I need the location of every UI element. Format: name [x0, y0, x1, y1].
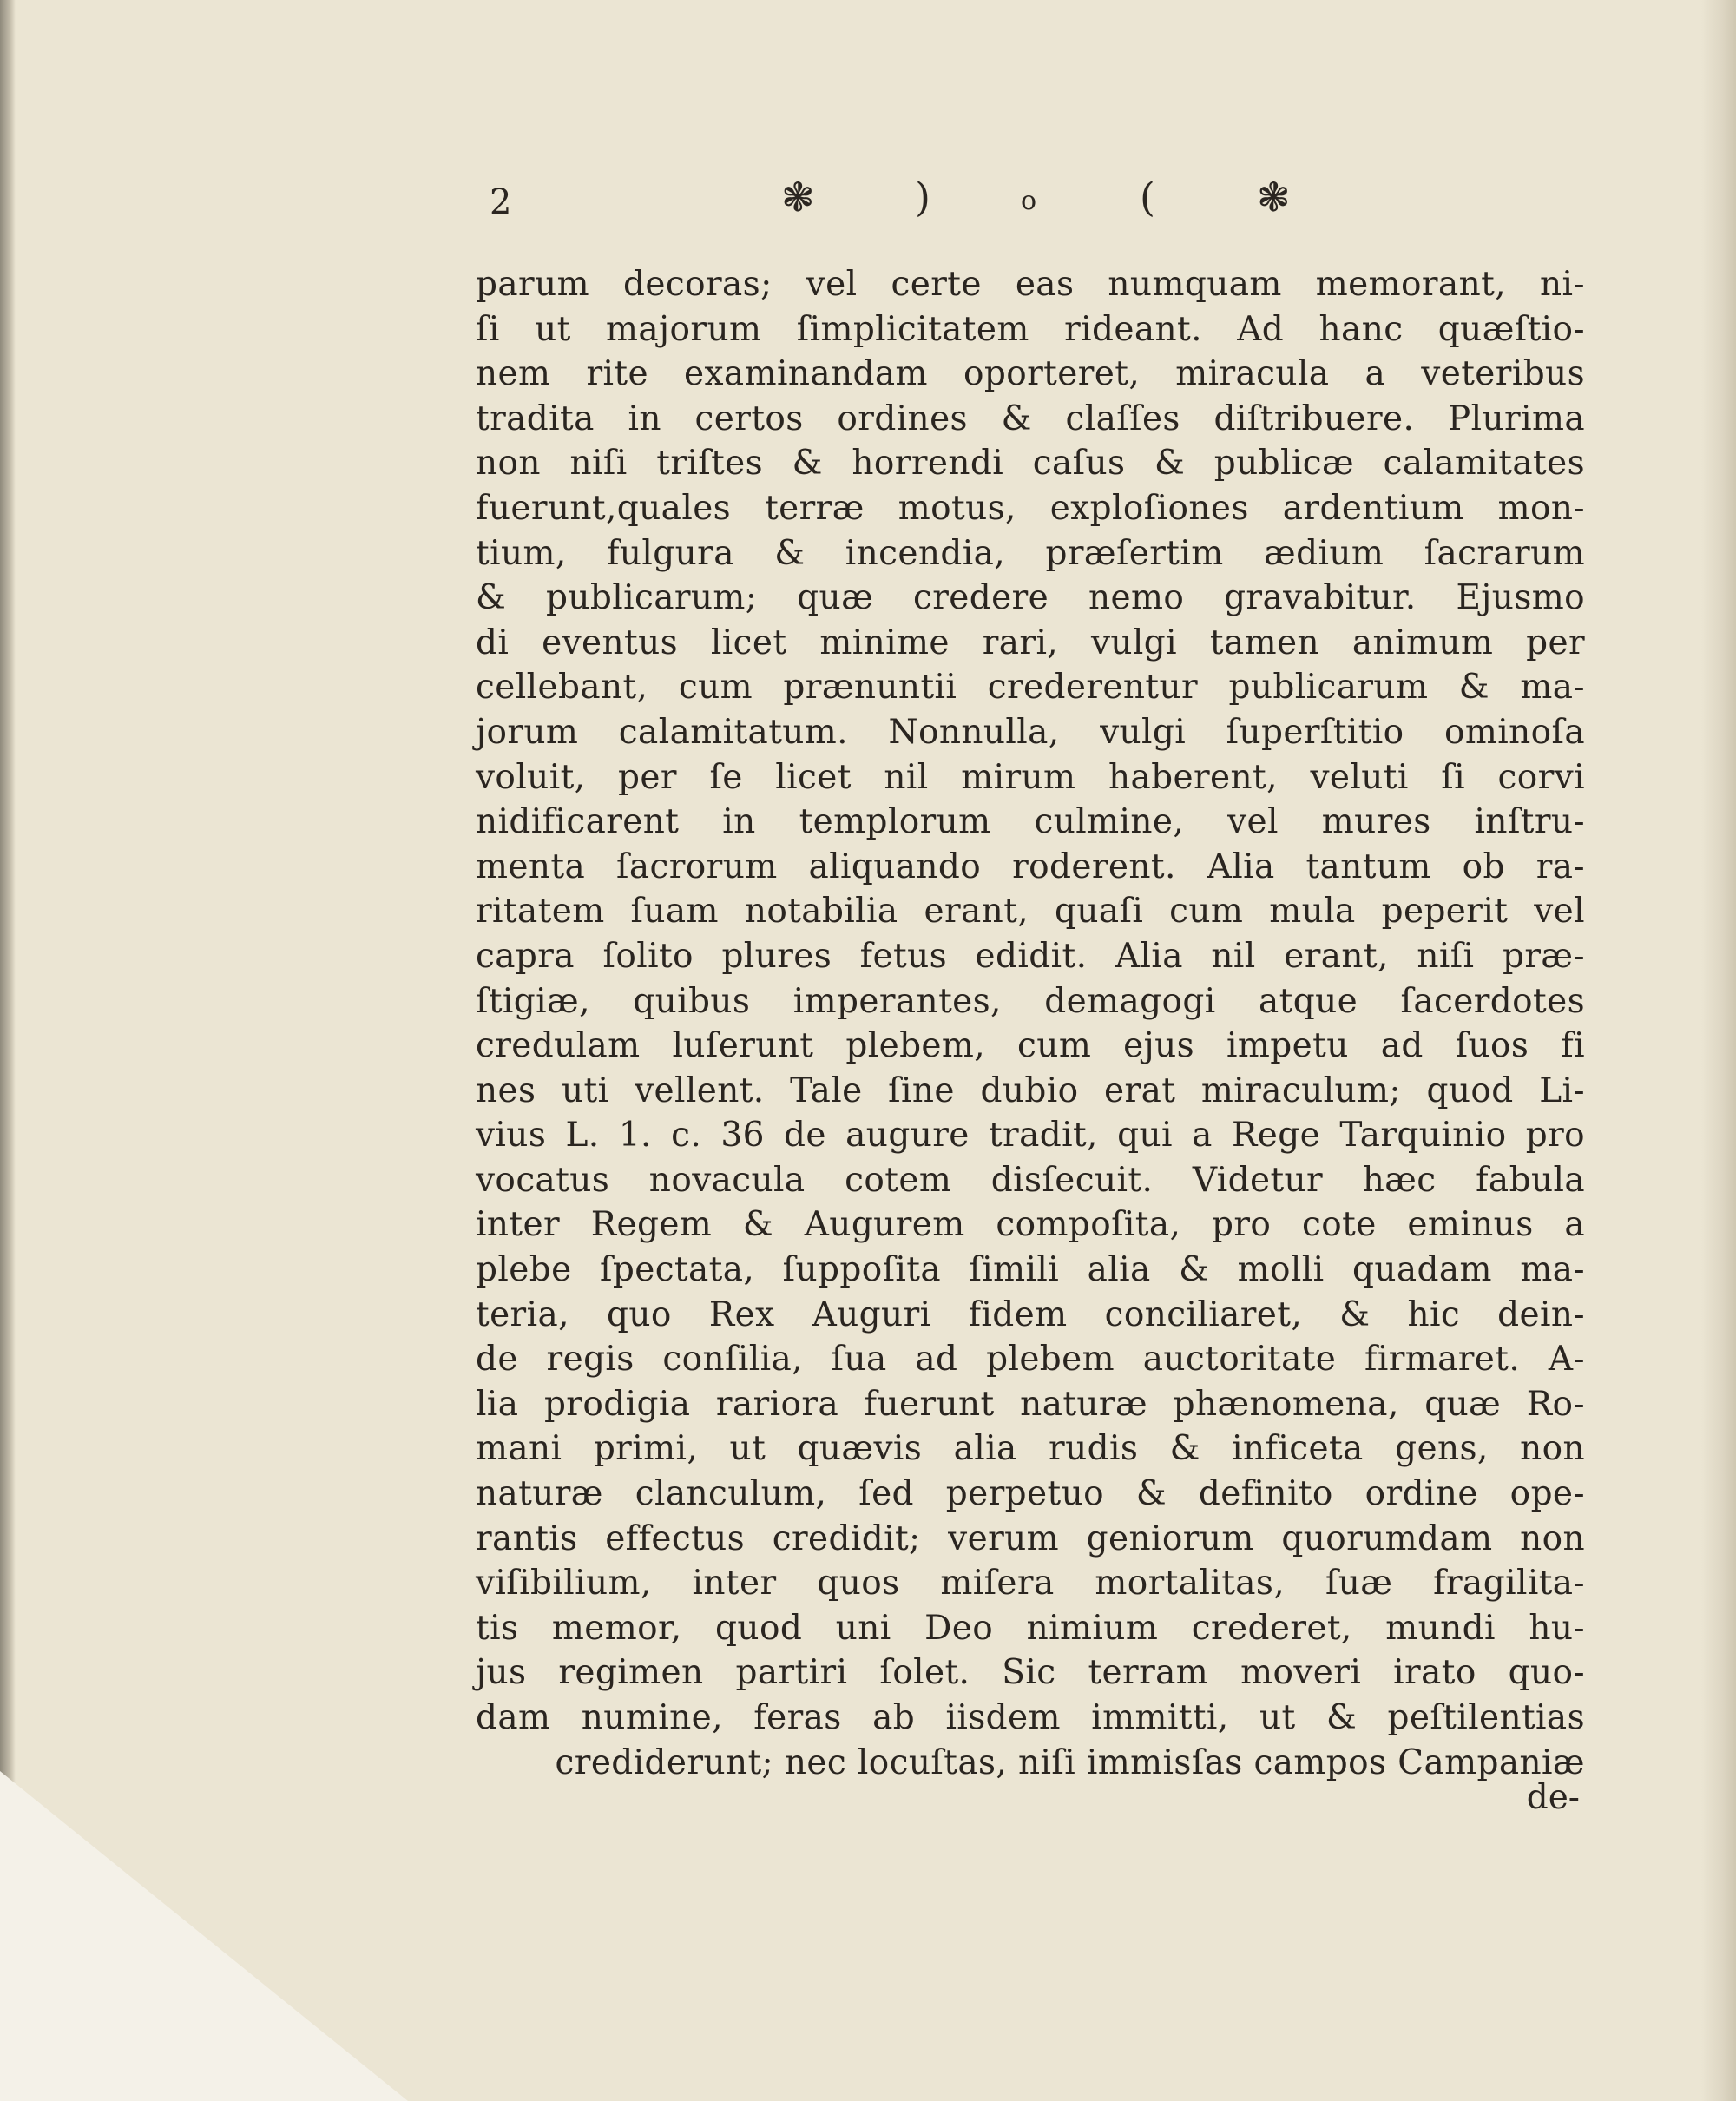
body-text — [476, 262, 1585, 1785]
running-header — [476, 174, 1344, 234]
text-line: tis memor, quod uni Deo nimium crederet, mundi hu- — [476, 1608, 1585, 1648]
header-circle: o — [1021, 186, 1037, 216]
text-line: parum decoras; vel certe eas numquam memorant, ni- — [476, 265, 1585, 304]
text-line: nes uti vellent. Tale ſine dubio erat miraculum; quod Li- — [476, 1070, 1585, 1110]
text-line: crediderunt; nec locuſtas, niſi immisſas campos Campaniæ — [555, 1742, 1585, 1782]
text-line: credulam luſerunt plebem, cum ejus impetu ad ſuos fi — [476, 1026, 1585, 1066]
text-line: lia prodigia rariora fuerunt naturæ phænomena, quæ Ro- — [476, 1384, 1585, 1424]
text-line: rantis effectus credidit; verum geniorum quorumdam non — [476, 1518, 1585, 1558]
text-line: jorum calamitatum. Nonnulla, vulgi ſuperſtitio ominoſa — [476, 712, 1585, 752]
text-line: nidificarent in templorum culmine, vel mures inſtru- — [476, 802, 1585, 842]
page-number: 2 — [490, 182, 512, 222]
text-line: de regis conſilia, ſua ad plebem auctoritate firmaret. A- — [476, 1340, 1585, 1380]
ornament-right-icon: ❃ — [1257, 174, 1291, 221]
text-line: nem rite examinandam oporteret, miracula a veteribus — [476, 354, 1585, 394]
page-right-edge — [1701, 0, 1736, 2101]
text-line: teria, quo Rex Auguri fidem conciliaret, & hic dein- — [476, 1294, 1585, 1334]
text-line: naturæ clanculum, ſed perpetuo & definito ordine ope- — [476, 1474, 1585, 1514]
header-paren-right: ( — [1140, 174, 1155, 221]
text-line: tradita in certos ordines & claſſes diſtribuere. Plurima — [476, 398, 1585, 438]
text-line: vius L. 1. c. 36 de augure tradit, qui a Rege Tarquinio pro — [476, 1116, 1585, 1156]
text-line: & publicarum; quæ credere nemo gravabitur. Ejusmo — [476, 578, 1585, 618]
text-line: fuerunt,quales terræ motus, exploſiones ardentium mon- — [476, 488, 1585, 528]
text-line: ſi ut majorum ſimplicitatem rideant. Ad hanc quæſtio- — [476, 309, 1585, 349]
text-line: vocatus novacula cotem disſecuit. Videtur hæc fabula — [476, 1160, 1585, 1200]
text-line: mani primi, ut quævis alia rudis & inficeta gens, non — [476, 1429, 1585, 1469]
page-corner-fold — [0, 1771, 408, 2101]
text-line: plebe ſpectata, ſuppoſita ſimili alia & molli quadam ma- — [476, 1250, 1585, 1290]
text-line: ſtigiæ, quibus imperantes, demagogi atque ſacerdotes — [476, 981, 1585, 1021]
text-line: viſibilium, inter quos miſera mortalitas, ſuæ fragilita- — [476, 1564, 1585, 1604]
text-line: di eventus licet minime rari, vulgi tamen animum per — [476, 622, 1585, 662]
catchword: de- — [1526, 1778, 1580, 1817]
header-paren-left: ) — [915, 174, 930, 221]
text-line: cellebant, cum prænuntii crederentur publicarum & ma- — [476, 668, 1585, 708]
text-line: dam numine, feras ab iisdem immitti, ut & peſtilentias — [476, 1698, 1585, 1737]
ornament-left-icon: ❃ — [781, 174, 815, 221]
text-line: ritatem ſuam notabilia erant, quaſi cum mula peperit vel — [476, 892, 1585, 932]
text-line: menta ſacrorum aliquando roderent. Alia tantum ob ra- — [476, 846, 1585, 886]
text-line: tium, fulgura & incendia, præſertim ædium ſacrarum — [476, 533, 1585, 573]
text-line: voluit, per ſe licet nil mirum haberent, veluti ſi corvi — [476, 757, 1585, 797]
text-line: capra ſolito plures fetus edidit. Alia nil erant, niſi præ- — [476, 936, 1585, 976]
text-line: jus regimen partiri ſolet. Sic terram moveri irato quo- — [476, 1653, 1585, 1693]
text-line: inter Regem & Augurem compoſita, pro cote eminus a — [476, 1205, 1585, 1245]
text-line: non niſi triſtes & horrendi caſus & publicæ calamitates — [476, 444, 1585, 484]
